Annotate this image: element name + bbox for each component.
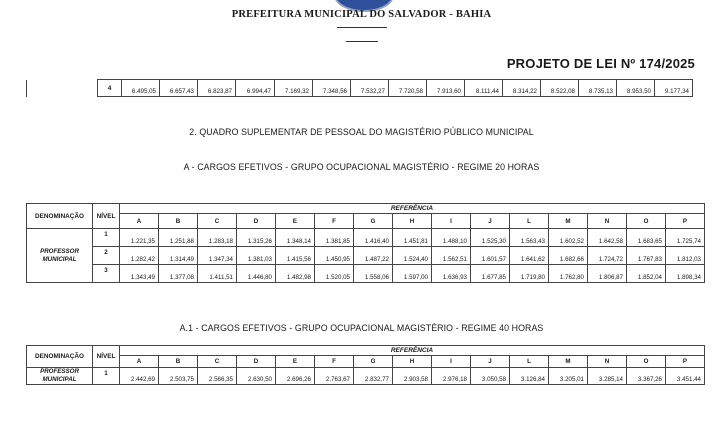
reference-letters-row xyxy=(27,356,705,368)
value-cell: 2.696,26 xyxy=(276,368,315,385)
value-cell: 1.602,52 xyxy=(549,229,588,247)
table-row xyxy=(27,265,705,283)
value-cell: 1.488,10 xyxy=(432,229,471,247)
header-divider xyxy=(337,27,387,28)
denomination-cell xyxy=(27,229,93,283)
value-cell: 1.348,14 xyxy=(276,229,315,247)
ref-letter: C xyxy=(198,214,237,229)
ref-letter: F xyxy=(315,356,354,368)
value-cell: 1.343,49 xyxy=(120,265,159,283)
value-cell: 2.503,75 xyxy=(159,368,198,385)
level-cell: 3 xyxy=(93,265,120,283)
value-cell: 1.525,30 xyxy=(471,229,510,247)
value-cell: 7.348,56 xyxy=(313,80,351,97)
table-row xyxy=(27,368,705,385)
value-cell: 1.677,85 xyxy=(471,265,510,283)
value-cell: 8.953,50 xyxy=(617,80,655,97)
value-cell: 2.442,69 xyxy=(120,368,159,385)
ref-letter: H xyxy=(393,356,432,368)
value-cell: 3.050,58 xyxy=(471,368,510,385)
level-cell: 2 xyxy=(93,247,120,265)
ref-letter: N xyxy=(588,214,627,229)
ref-letter: F xyxy=(315,214,354,229)
continuation-table xyxy=(26,79,693,97)
value-cell: 8.735,13 xyxy=(579,80,617,97)
value-cell: 1.377,08 xyxy=(159,265,198,283)
value-cell: 2.566,35 xyxy=(198,368,237,385)
level-header: NÍVEL xyxy=(93,204,120,229)
ref-letter: D xyxy=(237,356,276,368)
value-cell: 1.683,65 xyxy=(627,229,666,247)
value-cell: 1.852,04 xyxy=(627,265,666,283)
value-cell: 7.720,58 xyxy=(389,80,427,97)
value-cell: 1.315,26 xyxy=(237,229,276,247)
table-a-heading: A - CARGOS EFETIVOS - GRUPO OCUPACIONAL MAGISTÉRIO - REGIME 20 HORAS xyxy=(183,162,540,172)
table-row xyxy=(27,247,705,265)
value-cell: 1.416,40 xyxy=(354,229,393,247)
ref-letter: L xyxy=(510,214,549,229)
reference-header: REFERÊNCIA xyxy=(120,346,705,356)
ref-letter: G xyxy=(354,356,393,368)
reference-header: REFERÊNCIA xyxy=(120,204,705,214)
denomination-header: DENOMINAÇÃO xyxy=(27,204,93,229)
value-cell: 9.177,34 xyxy=(655,80,693,97)
value-cell: 1.558,06 xyxy=(354,265,393,283)
value-cell: 1.562,51 xyxy=(432,247,471,265)
ref-letter: I xyxy=(432,356,471,368)
table-a1-heading: A.1 - CARGOS EFETIVOS - GRUPO OCUPACIONAL MAGISTÉRIO - REGIME 40 HORAS xyxy=(179,323,544,333)
ref-letter: H xyxy=(393,214,432,229)
value-cell: 2.763,67 xyxy=(315,368,354,385)
value-cell: 1.347,34 xyxy=(198,247,237,265)
ref-letter: J xyxy=(471,214,510,229)
ref-letter: E xyxy=(276,214,315,229)
law-number: PROJETO DE LEI Nº 174/2025 xyxy=(506,56,695,71)
ref-letter: P xyxy=(666,356,705,368)
ref-letter: A xyxy=(120,214,159,229)
value-cell: 6.994,47 xyxy=(236,80,275,97)
ref-letter: O xyxy=(627,214,666,229)
ref-letter: C xyxy=(198,356,237,368)
value-cell: 1.415,56 xyxy=(276,247,315,265)
value-cell: 1.762,80 xyxy=(549,265,588,283)
value-cell: 1.806,87 xyxy=(588,265,627,283)
value-cell: 1.812,03 xyxy=(666,247,705,265)
org-title: PREFEITURA MUNICIPAL DO SALVADOR - BAHIA xyxy=(231,9,492,20)
value-cell: 1.636,93 xyxy=(432,265,471,283)
empty-cell xyxy=(27,80,98,97)
value-cell: 1.451,81 xyxy=(393,229,432,247)
value-cell: 2.630,50 xyxy=(237,368,276,385)
level-header: NÍVEL xyxy=(93,346,120,368)
value-cell: 1.724,72 xyxy=(588,247,627,265)
value-cell: 1.725,74 xyxy=(666,229,705,247)
salary-table-40h xyxy=(26,345,705,385)
value-cell: 6.657,43 xyxy=(160,80,198,97)
value-cell: 7.913,60 xyxy=(427,80,465,97)
denomination-cell xyxy=(27,368,93,385)
ref-letter: B xyxy=(159,214,198,229)
ref-letter: G xyxy=(354,214,393,229)
value-cell: 1.381,85 xyxy=(315,229,354,247)
value-cell: 1.446,80 xyxy=(237,265,276,283)
value-cell: 1.314,49 xyxy=(159,247,198,265)
ref-letter: M xyxy=(549,214,588,229)
value-cell: 3.126,84 xyxy=(510,368,549,385)
value-cell: 3.285,14 xyxy=(588,368,627,385)
value-cell: 1.898,34 xyxy=(666,265,705,283)
denomination-header: DENOMINAÇÃO xyxy=(27,346,93,368)
table-row xyxy=(27,229,705,247)
value-cell: 1.563,43 xyxy=(510,229,549,247)
value-cell: 1.682,66 xyxy=(549,247,588,265)
ref-letter: O xyxy=(627,356,666,368)
value-cell: 2.903,58 xyxy=(393,368,432,385)
table-row xyxy=(27,80,693,97)
value-cell: 1.601,57 xyxy=(471,247,510,265)
value-cell: 7.532,27 xyxy=(351,80,389,97)
value-cell: 1.411,51 xyxy=(198,265,237,283)
level-cell: 1 xyxy=(93,368,120,385)
ref-letter: D xyxy=(237,214,276,229)
ref-letter: L xyxy=(510,356,549,368)
table-header-row xyxy=(27,346,705,356)
value-cell: 1.283,18 xyxy=(198,229,237,247)
value-cell: 3.367,26 xyxy=(627,368,666,385)
ref-letter: A xyxy=(120,356,159,368)
value-cell: 1.767,83 xyxy=(627,247,666,265)
value-cell: 1.381,03 xyxy=(237,247,276,265)
value-cell: 3.451,44 xyxy=(666,368,705,385)
value-cell: 1.641,62 xyxy=(510,247,549,265)
denomination-label: PROFESSOR MUNICIPAL xyxy=(40,247,79,263)
value-cell: 1.482,98 xyxy=(276,265,315,283)
value-cell: 1.251,88 xyxy=(159,229,198,247)
header-divider-short xyxy=(346,41,378,42)
value-cell: 6.495,05 xyxy=(122,80,160,97)
salary-table-20h xyxy=(26,203,705,283)
ref-letter: E xyxy=(276,356,315,368)
reference-letters-row xyxy=(27,214,705,229)
table-header-row xyxy=(27,204,705,214)
denomination-label: PROFESSOR MUNICIPAL xyxy=(40,368,79,383)
section-title: 2. QUADRO SUPLEMENTAR DE PESSOAL DO MAGISTÉRIO PÚBLICO MUNICIPAL xyxy=(189,127,534,137)
level-cell: 4 xyxy=(98,80,122,97)
value-cell: 2.832,77 xyxy=(354,368,393,385)
value-cell: 1.597,00 xyxy=(393,265,432,283)
ref-letter: P xyxy=(666,214,705,229)
value-cell: 1.719,80 xyxy=(510,265,549,283)
ref-letter: M xyxy=(549,356,588,368)
value-cell: 1.520,05 xyxy=(315,265,354,283)
ref-letter: I xyxy=(432,214,471,229)
value-cell: 3.205,01 xyxy=(549,368,588,385)
value-cell: 6.823,87 xyxy=(198,80,236,97)
ref-letter: N xyxy=(588,356,627,368)
value-cell: 1.282,42 xyxy=(120,247,159,265)
value-cell: 8.522,08 xyxy=(541,80,579,97)
value-cell: 8.111,44 xyxy=(465,80,503,97)
value-cell: 2.976,18 xyxy=(432,368,471,385)
value-cell: 1.642,58 xyxy=(588,229,627,247)
value-cell: 1.487,22 xyxy=(354,247,393,265)
value-cell: 1.450,95 xyxy=(315,247,354,265)
ref-letter: B xyxy=(159,356,198,368)
value-cell: 1.221,35 xyxy=(120,229,159,247)
value-cell: 1.524,40 xyxy=(393,247,432,265)
value-cell: 8.314,22 xyxy=(503,80,541,97)
level-cell: 1 xyxy=(93,229,120,247)
value-cell: 7.169,32 xyxy=(275,80,313,97)
ref-letter: J xyxy=(471,356,510,368)
